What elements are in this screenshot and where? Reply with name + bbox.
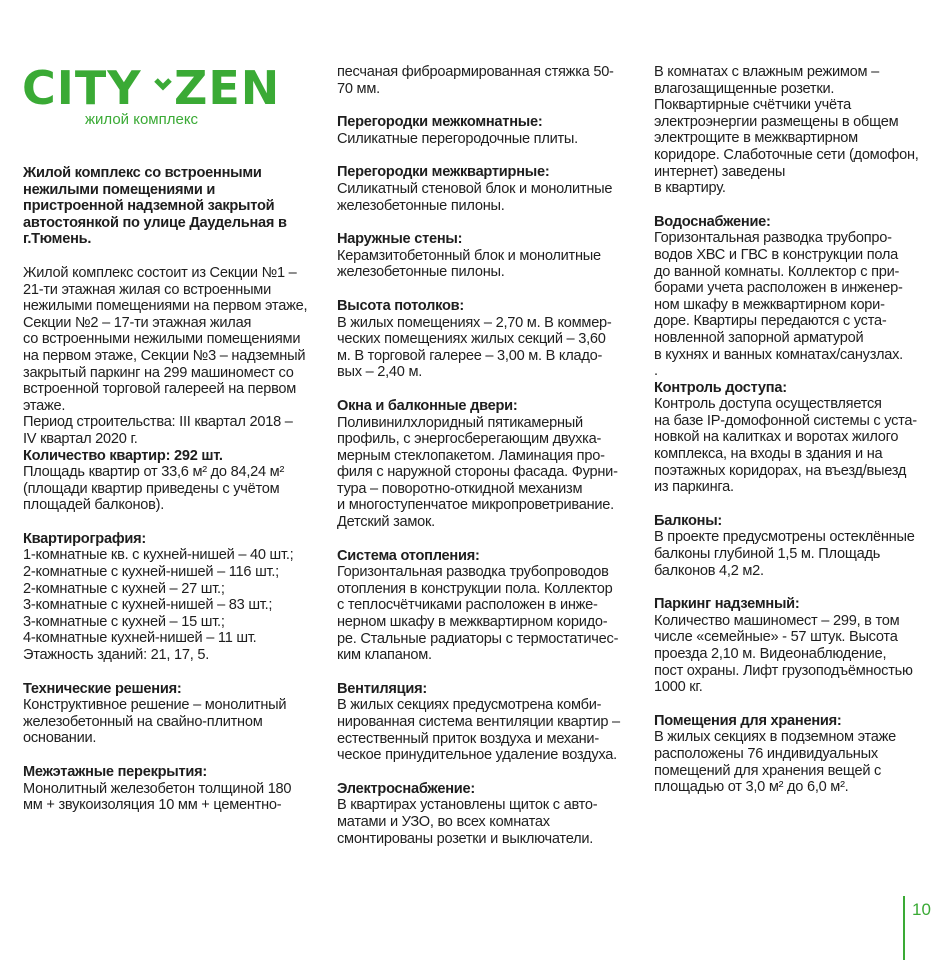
- section-title: Система отопления:: [337, 547, 480, 564]
- section-floor-slabs: [23, 764, 313, 814]
- section-electricity-continued: [654, 64, 930, 197]
- section-body: 1-комнатные кв. с кухней-нишей – 40 шт.; 2-комнатные с кухней-нишей – 116 шт.; 2-комнатные с кухней – 27 шт.; 3-комнатные с кухней-нишей – 83 шт.; 3-комнатные с кухней – 15 шт.; 4-комнатные кухней-нишей – 11 шт. Этажность зданий: 21, 17, 5.: [23, 547, 294, 664]
- section-heating: [337, 548, 637, 664]
- section-apartment-partitions: [337, 164, 637, 214]
- section-body: Монолитный железобетон толщиной 180 мм + звукоизоляция 10 мм + цементно-: [23, 780, 292, 814]
- section-body: Горизонтальная разводка трубопроводов отопления в конструкции пола. Коллектор с теплосчётчиками расположен в инже- нерном шкафу в межквартирном коридо- ре. Стальные радиаторы с термостатичес- ким клапаном.: [337, 564, 619, 664]
- intro-description: Жилой комплекс состоит из Секции №1 – 21-ти этажная жилая со встроенными нежилыми помещениями на первом этаже, Секции №2 – 17-ти этажная жилая со встроенными нежилыми помещениями на первом этаже, Секции №3 – надземный закрытый паркинг на 299 машиномест со встроенной торговой галереей на первом этаже.: [23, 264, 308, 414]
- section-body: Силикатный стеновой блок и монолитные железобетонные пилоны.: [337, 180, 613, 214]
- section-title: Контроль доступа:: [654, 379, 787, 396]
- section-title: Перегородки межквартирные:: [337, 164, 550, 181]
- section-title: Водоснабжение:: [654, 213, 771, 230]
- section-title: Высота потолков:: [337, 297, 464, 314]
- section-title: Технические решения:: [23, 680, 182, 697]
- section-title: Паркинг надземный:: [654, 596, 800, 613]
- section-body: Контроль доступа осуществляется на базе IP-домофонной системы с уста- новкой на калитках и воротах жилого комплекса, на входы в здания и на поэтажных коридорах, на въезд/выезд из паркинга.: [654, 396, 917, 496]
- section-title: Наружные стены:: [337, 231, 463, 248]
- column-right: [654, 64, 930, 813]
- section-ceiling-height: [337, 298, 637, 381]
- section-body: песчаная фиброармированная стяжка 50- 70 мм.: [337, 64, 614, 97]
- section-title: Межэтажные перекрытия:: [23, 764, 207, 780]
- section-body: В комнатах с влажным режимом – влагозащищенные розетки. Поквартирные счётчики учёта электроэнергии размещены в общем электрощите в межквартирном коридоре. Слаботочные сети (домофон, интернет) заведены в квартиру.: [654, 64, 919, 197]
- section-body: В жилых помещениях – 2,70 м. В коммер- ческих помещениях жилых секций – 3,60 м. В торговой галерее – 3,00 м. В кладо- вых – 2,40 м.: [337, 314, 612, 381]
- section-title: Перегородки межкомнатные:: [337, 114, 543, 131]
- construction-period: Период строительства: III квартал 2018 – IV квартал 2020 г.: [23, 414, 293, 447]
- logo-tagline: жилой комплекс: [85, 111, 199, 128]
- section-body: Количество машиномест – 299, в том числе «семейные» - 57 штук. Высота проезда 2,10 м. Видеонаблюдение, пост охраны. Лифт грузоподъёмностью 1000 кг.: [654, 612, 913, 696]
- section-body: Площадь квартир от 33,6 м² до 84,24 м² (площади квартир приведены с учётом площадей балконов).: [23, 464, 285, 514]
- section-access-control: [654, 380, 930, 496]
- section-title: Балконы:: [654, 512, 723, 529]
- section-water-supply: [654, 214, 930, 380]
- section-title: Окна и балконные двери:: [337, 397, 518, 414]
- section-technical-solutions: [23, 681, 313, 747]
- section-body: Керамзитобетонный блок и монолитные железобетонные пилоны.: [337, 247, 601, 281]
- column-left: [23, 64, 313, 831]
- column-middle: [337, 64, 637, 864]
- section-title: Квартирография:: [23, 530, 146, 547]
- section-body: В жилых секциях в подземном этаже расположены 76 индивидуальных помещений для хранения вещей с площадью от 3,0 м² до 6,0 м².: [654, 729, 896, 796]
- section-parking: [654, 596, 930, 696]
- section-body: В проекте предусмотрены остеклённые балконы глубиной 1,5 м. Площадь балконов 4,2 м2.: [654, 529, 915, 579]
- section-title: Вентиляция:: [337, 680, 427, 697]
- section-apartments-count: [23, 448, 313, 514]
- section-windows: [337, 398, 637, 531]
- page-number: 10: [912, 900, 931, 919]
- logo-city-text: CITY: [22, 62, 142, 115]
- section-body: В квартирах установлены щиток с авто- матами и УЗО, во всех комнатах смонтированы розетки и выключатели.: [337, 797, 598, 847]
- section-apartment-mix: [23, 531, 313, 664]
- section-body: Конструктивное решение – монолитный железобетонный на свайно-плитном основании.: [23, 697, 287, 747]
- section-body: Поливинилхлоридный пятикамерный профиль, с энергосберегающим двухка- мерным стеклопакетом. Ламинация про- филя с наружной стороны фасада. Фурни- тура – поворотно-откидной механизм и многоступенчатое микропроветривание. Детский замок.: [337, 414, 618, 531]
- section-title: Помещения для хранения:: [654, 712, 842, 729]
- logo-zen-text: ZEN: [174, 62, 281, 115]
- section-interior-partitions: [337, 114, 637, 147]
- section-body: В жилых секциях предусмотрена комби- нированная система вентиляции квартир – естественный приток воздуха и механи- ческое принудительное удаление воздуха.: [337, 697, 620, 764]
- section-balconies: [654, 513, 930, 579]
- intro-title: Жилой комплекс со встроенными нежилыми помещениями и пристроенной надземной закрытой автостоянкой по улице Даудельная в г.Тюмень.: [23, 165, 287, 248]
- section-electricity: [337, 781, 637, 847]
- section-body: Горизонтальная разводка трубопро- водов ХВС и ГВС в конструкции пола до ванной комнаты. Коллектор с при- борами учета расположен в инженер- ном шкафу в межквартирном кори- доре. Квартиры передаются с уста- новленной запорной арматурой в кухнях и ванных комнатах/санузлах. .: [654, 230, 903, 380]
- section-ventilation: [337, 681, 637, 764]
- section-storage: [654, 713, 930, 796]
- section-title: Количество квартир: 292 шт.: [23, 447, 223, 464]
- section-body: Силикатные перегородочные плиты.: [337, 130, 578, 147]
- section-title: Электроснабжение:: [337, 780, 475, 797]
- section-floor-slabs-continued: [337, 64, 637, 97]
- page-number-divider: [903, 896, 905, 960]
- section-exterior-walls: [337, 231, 637, 281]
